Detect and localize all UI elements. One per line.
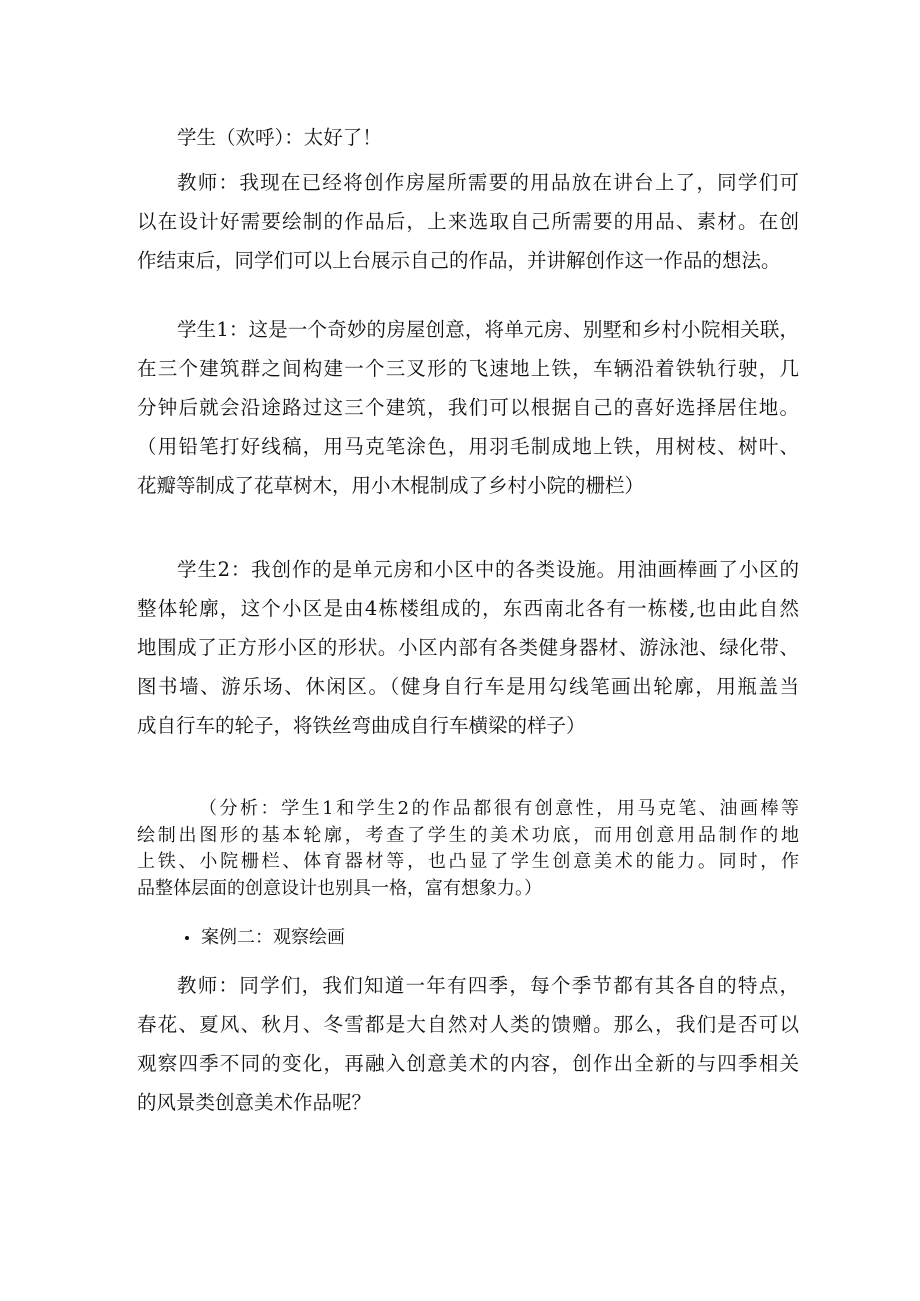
- text-line: 成自行车的轮子，将铁丝弯曲成自行车横梁的样子）: [137, 714, 586, 737]
- text-line: （用铅笔打好线稿，用马克笔涂色，用羽毛制成地上铁，用树枝、树叶、: [137, 435, 799, 458]
- paragraph-student-1: [137, 310, 799, 505]
- text-line: 花瓣等制成了花草树木，用小木棍制成了乡村小院的栅栏）: [137, 474, 645, 497]
- text-line: 观察四季不同的变化，再融入创意美术的内容，创作出全新的与四季相关: [137, 1052, 799, 1075]
- text-line: 整体轮廓，这个小区是由4栋楼组成的，东西南北各有一栋楼,也由此自然: [137, 597, 799, 620]
- paragraph-student-2: [137, 550, 799, 745]
- text-line: 教师：同学们，我们知道一年有四季，每个季节都有其各自的特点，: [177, 974, 799, 997]
- paragraph-student-cheer: [137, 118, 799, 157]
- text-line: 在三个建筑群之间构建一个三叉形的飞速地上铁，车辆沿着铁轨行驶，几: [137, 357, 799, 380]
- case-two-heading: [185, 925, 345, 951]
- text-line: 作结束后，同学们可以上台展示自己的作品，并讲解创作这一作品的想法。: [137, 249, 781, 272]
- case-heading-text: 案例二：观察绘画: [201, 927, 345, 948]
- text-line: 学生1：这是一个奇妙的房屋创意，将单元房、别墅和乡村小院相关联，: [177, 318, 799, 341]
- text-line: 学生2：我创作的是单元房和小区中的各类设施。用油画棒画了小区的: [177, 558, 799, 581]
- text-line: （分析：学生1和学生2的作品都很有创意性，用马克笔、油画棒等: [199, 798, 799, 819]
- paragraph-teacher-seasons: [137, 966, 799, 1122]
- text-line: 分钟后就会沿途路过这三个建筑，我们可以根据自己的喜好选择居住地。: [137, 396, 799, 419]
- text-line: 上铁、小院栅栏、体育器材等，也凸显了学生创意美术的能力。同时，作: [137, 851, 799, 872]
- text-line: 的风景类创意美术作品呢？: [137, 1091, 372, 1114]
- paragraph-teacher-materials: [137, 163, 799, 280]
- text-line: 教师：我现在已经将创作房屋所需要的用品放在讲台上了，同学们可: [177, 171, 799, 194]
- text-line: 绘制出图形的基本轮廓，考查了学生的美术功底，而用创意用品制作的地: [137, 824, 799, 846]
- bullet-icon: [185, 936, 189, 940]
- text-line: 以在设计好需要绘制的作品后，上来选取自己所需要的用品、素材。在创: [137, 210, 799, 233]
- text-line: 品整体层面的创意设计也别具一格，富有想象力。）: [137, 877, 542, 899]
- text-line: 学生（欢呼）：太好了！: [177, 126, 382, 149]
- text-line: 地围成了正方形小区的形状。小区内部有各类健身器材、游泳池、绿化带、: [137, 636, 799, 659]
- paragraph-analysis: [137, 796, 799, 902]
- text-line: 图书墙、游乐场、休闲区。（健身自行车是用勾线笔画出轮廓，用瓶盖当: [137, 675, 799, 698]
- text-line: 春花、夏风、秋月、冬雪都是大自然对人类的馈赠。那么，我们是否可以: [137, 1013, 799, 1036]
